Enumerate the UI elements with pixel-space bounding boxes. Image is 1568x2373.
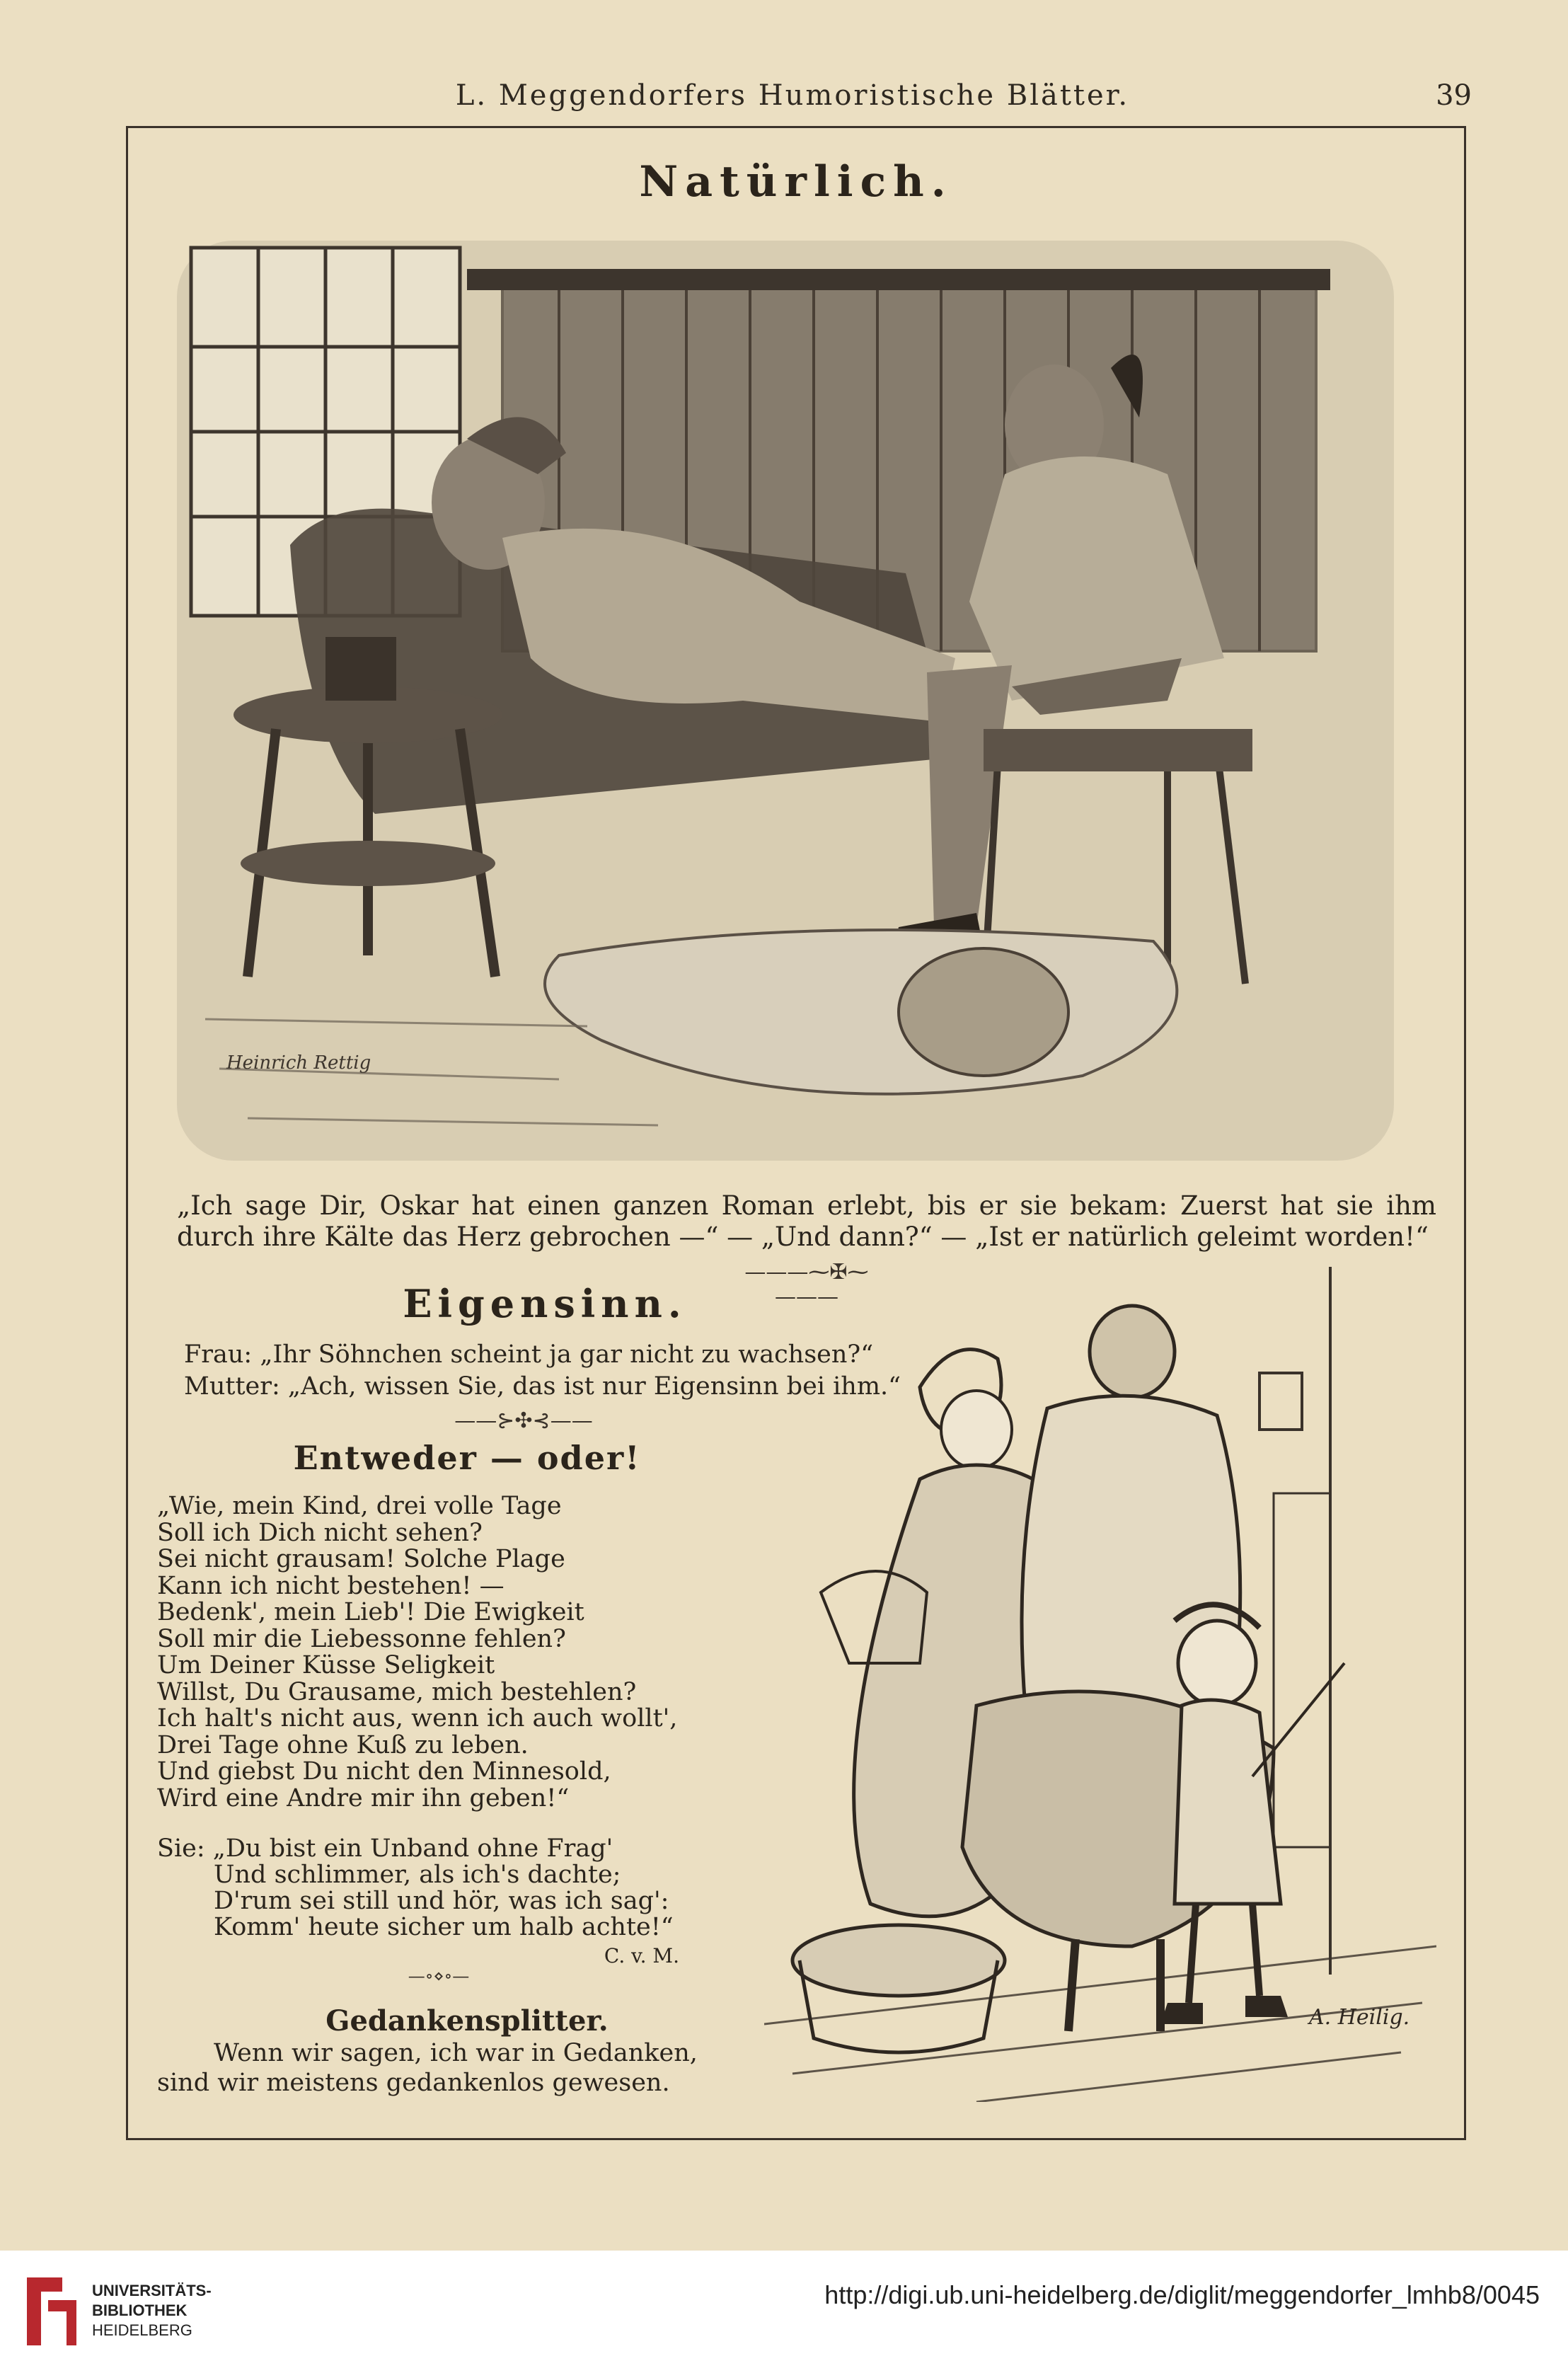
caption-natuerlich: „Ich sage Dir, Oskar hat einen ganzen Roman erlebt, bis er sie bekam: Zuerst hat sie ihm durch ihre Kälte das Herz gebrochen —“ — „Und dann?“ — „Ist er natürlich geleimt worden!“ — [177, 1190, 1436, 1252]
library-logo-icon — [20, 2272, 83, 2351]
poem-verse: Wird eine Andre mir ihn geben!“ — [157, 1783, 570, 1812]
library-name — [92, 2281, 212, 2340]
library-name-line: BIBLIOTHEK — [92, 2302, 188, 2319]
poem-reply — [157, 1836, 794, 1941]
title-natuerlich: Natürlich. — [639, 157, 953, 207]
footer-bar — [0, 2251, 1568, 2373]
title-gedankensplitter: Gedankensplitter. — [325, 2004, 609, 2038]
illustration-women-and-boy — [764, 1267, 1436, 2102]
poem-verse: Kann ich nicht bestehen! — — [157, 1571, 505, 1600]
poem-verse: Willst, Du Grausame, mich bestehlen? — [157, 1677, 637, 1706]
poem-verse: Um Deiner Küsse Seligkeit — [157, 1651, 495, 1679]
poem-verse: „Wie, mein Kind, drei volle Tage — [157, 1492, 562, 1520]
source-url-link[interactable]: http://digi.ub.uni-heidelberg.de/diglit/meggendorfer_lmhb8/0045 — [824, 2280, 1540, 2309]
poem-verse: Sei nicht grausam! Solche Plage — [157, 1545, 565, 1573]
aphorism-text: Wenn wir sagen, ich war in Gedanken, sind wir meistens gedankenlos gewesen. — [157, 2039, 698, 2097]
reply-verse: D'rum sei still und hör, was ich sag': — [214, 1887, 669, 1915]
library-name-line: HEIDELBERG — [92, 2321, 192, 2339]
reply-verse: Komm' heute sicher um halb achte!“ — [214, 1913, 674, 1941]
poem-verse: Soll mir die Liebessonne fehlen? — [157, 1624, 566, 1653]
ornament-divider: ———⁓✠⁓——— — [744, 1260, 869, 1309]
poem-verse: Drei Tage ohne Kuß zu leben. — [157, 1730, 529, 1759]
poem-verse: Ich halt's nicht aus, wenn ich auch wollt', — [157, 1704, 678, 1733]
reply-verse: Und schlimmer, als ich's dachte; — [214, 1861, 621, 1889]
artist-signature-2: A. Heilig. — [1309, 2005, 1410, 2030]
artist-signature-1: Heinrich Rettig — [226, 1052, 371, 1074]
running-head: L. Meggendorfers Humoristische Blätter. — [455, 79, 1130, 112]
author-signature: C. v. M. — [604, 1944, 679, 1967]
illustration-parlour-scene — [163, 205, 1429, 1189]
ornament-divider: ——⊱✣⊰—— — [454, 1408, 593, 1433]
title-entweder-oder: Entweder — oder! — [293, 1439, 641, 1477]
poem-verse: Bedenk', mein Lieb'! Die Ewigkeit — [157, 1598, 584, 1626]
title-eigensinn: Eigensinn. — [403, 1281, 687, 1326]
poem-verse: Soll ich Dich nicht sehen? — [157, 1518, 483, 1547]
page-number: 39 — [1436, 79, 1472, 112]
eigensinn-line-1: Frau: „Ihr Söhnchen scheint ja gar nicht zu wachsen?“ — [184, 1340, 874, 1369]
library-name-line: UNIVERSITÄTS- — [92, 2282, 212, 2299]
poem-entweder-oder — [157, 1493, 794, 1812]
reply-verse: Sie: „Du bist ein Unband ohne Frag' — [157, 1834, 613, 1863]
ornament-divider: —∘⋄∘— — [408, 1966, 470, 1986]
poem-verse: Und giebst Du nicht den Minnesold, — [157, 1757, 611, 1786]
eigensinn-line-2: Mutter: „Ach, wissen Sie, das ist nur Eigensinn bei ihm.“ — [184, 1372, 901, 1401]
